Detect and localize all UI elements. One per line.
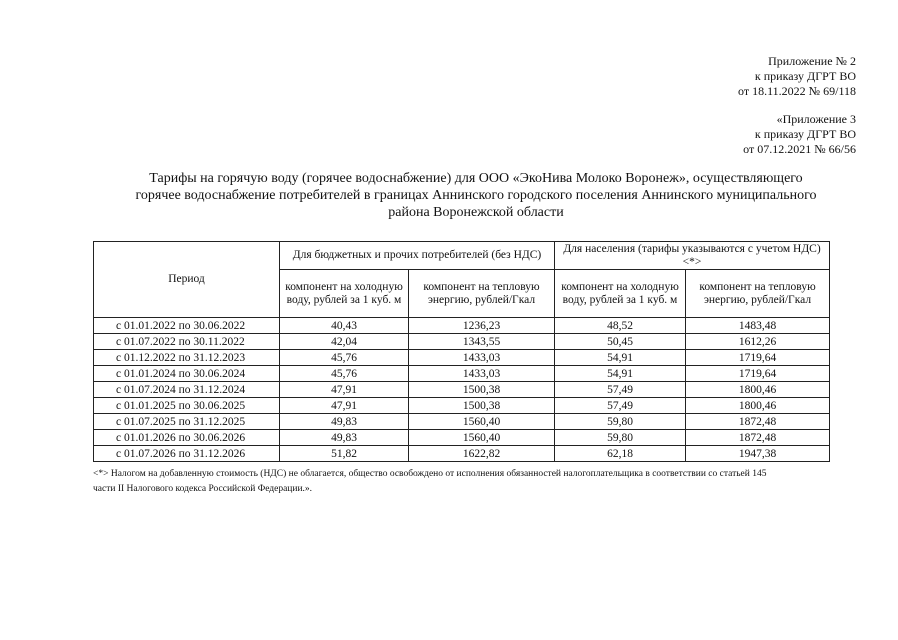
appendix-prev-line: от 07.12.2021 № 66/56 bbox=[743, 142, 856, 156]
table-row bbox=[94, 350, 830, 366]
table-row bbox=[94, 430, 830, 446]
vat-footnote bbox=[93, 467, 863, 497]
appendix-previous-reference bbox=[743, 112, 856, 157]
budget-heat-cell: 1500,38 bbox=[409, 382, 555, 398]
population-cold-cell: 57,49 bbox=[555, 398, 686, 414]
budget-heat-cell: 1560,40 bbox=[409, 430, 555, 446]
population-heat-cell: 1872,48 bbox=[686, 430, 830, 446]
document-title bbox=[96, 170, 856, 221]
population-cold-cell: 57,49 bbox=[555, 382, 686, 398]
period-cell: с 01.07.2024 по 31.12.2024 bbox=[94, 382, 280, 398]
appendix-prev-line: «Приложение 3 bbox=[776, 112, 856, 126]
budget-cold-cell: 40,43 bbox=[280, 318, 409, 334]
period-header: Период bbox=[94, 242, 280, 318]
budget-heat-cell: 1622,82 bbox=[409, 446, 555, 462]
population-cold-cell: 62,18 bbox=[555, 446, 686, 462]
period-cell: с 01.07.2026 по 31.12.2026 bbox=[94, 446, 280, 462]
budget-heat-cell: 1236,23 bbox=[409, 318, 555, 334]
footnote-line: части II Налогового кодекса Российской Федерации.». bbox=[93, 484, 313, 494]
budget-heat-cell: 1433,03 bbox=[409, 350, 555, 366]
table-row bbox=[94, 366, 830, 382]
budget-cold-cell: 42,04 bbox=[280, 334, 409, 350]
population-cold-cell: 48,52 bbox=[555, 318, 686, 334]
budget-cold-water-header: компонент на холодную воду, рублей за 1 куб. м bbox=[280, 270, 409, 318]
table-row bbox=[94, 446, 830, 462]
budget-heat-cell: 1343,55 bbox=[409, 334, 555, 350]
budget-heat-cell: 1560,40 bbox=[409, 414, 555, 430]
title-line: района Воронежской области bbox=[388, 205, 564, 220]
population-heat-cell: 1800,46 bbox=[686, 398, 830, 414]
budget-heat-energy-header: компонент на тепловую энергию, рублей/Гкал bbox=[409, 270, 555, 318]
title-line: Тарифы на горячую воду (горячее водоснабжение) для ООО «ЭкоНива Молоко Воронеж», осуществляющего bbox=[149, 171, 803, 186]
population-cold-cell: 54,91 bbox=[555, 366, 686, 382]
tariff-table bbox=[93, 241, 830, 462]
appendix-main-line: Приложение № 2 bbox=[768, 54, 856, 68]
population-heat-cell: 1800,46 bbox=[686, 382, 830, 398]
population-heat-cell: 1719,64 bbox=[686, 350, 830, 366]
budget-cold-cell: 45,76 bbox=[280, 350, 409, 366]
table-row bbox=[94, 334, 830, 350]
population-cold-water-header: компонент на холодную воду, рублей за 1 куб. м bbox=[555, 270, 686, 318]
table-row bbox=[94, 414, 830, 430]
budget-cold-cell: 45,76 bbox=[280, 366, 409, 382]
budget-heat-cell: 1500,38 bbox=[409, 398, 555, 414]
population-cold-cell: 59,80 bbox=[555, 414, 686, 430]
period-cell: с 01.01.2024 по 30.06.2024 bbox=[94, 366, 280, 382]
period-cell: с 01.07.2022 по 30.11.2022 bbox=[94, 334, 280, 350]
period-cell: с 01.01.2026 по 30.06.2026 bbox=[94, 430, 280, 446]
budget-heat-cell: 1433,03 bbox=[409, 366, 555, 382]
population-cold-cell: 59,80 bbox=[555, 430, 686, 446]
appendix-main-reference bbox=[738, 54, 856, 99]
period-cell: с 01.07.2025 по 31.12.2025 bbox=[94, 414, 280, 430]
population-cold-cell: 50,45 bbox=[555, 334, 686, 350]
budget-cold-cell: 49,83 bbox=[280, 430, 409, 446]
population-heat-cell: 1719,64 bbox=[686, 366, 830, 382]
budget-cold-cell: 47,91 bbox=[280, 398, 409, 414]
table-row bbox=[94, 398, 830, 414]
table-row bbox=[94, 318, 830, 334]
population-heat-cell: 1483,48 bbox=[686, 318, 830, 334]
period-cell: с 01.12.2022 по 31.12.2023 bbox=[94, 350, 280, 366]
budget-group-header: Для бюджетных и прочих потребителей (без НДС) bbox=[280, 242, 555, 270]
period-cell: с 01.01.2022 по 30.06.2022 bbox=[94, 318, 280, 334]
population-cold-cell: 54,91 bbox=[555, 350, 686, 366]
period-cell: с 01.01.2025 по 30.06.2025 bbox=[94, 398, 280, 414]
title-line: горячее водоснабжение потребителей в границах Аннинского городского поселения Аннинского муниципального bbox=[135, 188, 817, 203]
budget-cold-cell: 47,91 bbox=[280, 382, 409, 398]
appendix-main-line: от 18.11.2022 № 69/118 bbox=[738, 84, 856, 98]
appendix-main-line: к приказу ДГРТ ВО bbox=[754, 69, 856, 83]
appendix-prev-line: к приказу ДГРТ ВО bbox=[754, 127, 856, 141]
footnote-line: <*> Налогом на добавленную стоимость (НДС) не облагается, общество освобождено от исполнения обязанностей налогоплательщика в соответствии со статьей 145 bbox=[93, 469, 767, 479]
population-heat-cell: 1612,26 bbox=[686, 334, 830, 350]
population-group-header: Для населения (тарифы указываются с учетом НДС) <*> bbox=[555, 242, 830, 270]
table-row bbox=[94, 382, 830, 398]
population-heat-cell: 1947,38 bbox=[686, 446, 830, 462]
population-heat-cell: 1872,48 bbox=[686, 414, 830, 430]
budget-cold-cell: 51,82 bbox=[280, 446, 409, 462]
population-heat-energy-header: компонент на тепловую энергию, рублей/Гкал bbox=[686, 270, 830, 318]
budget-cold-cell: 49,83 bbox=[280, 414, 409, 430]
